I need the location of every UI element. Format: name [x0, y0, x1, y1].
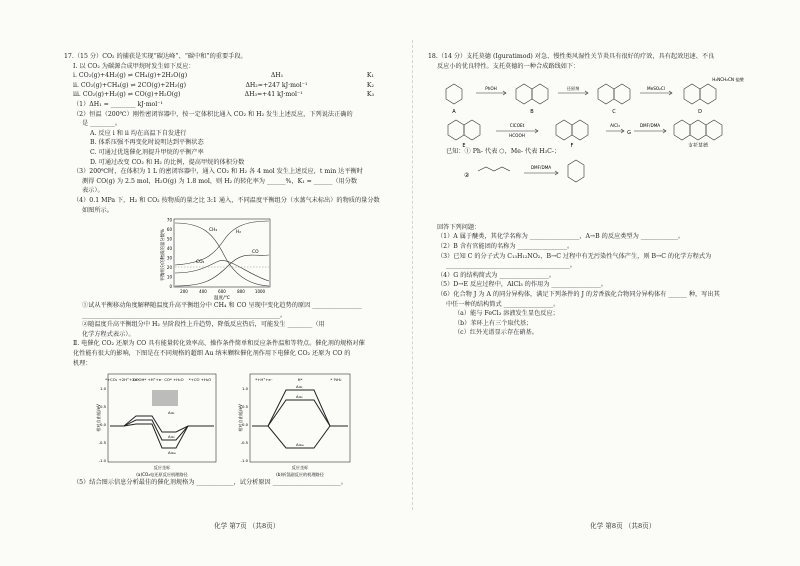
- toluene-icon: ⬡: [499, 148, 505, 156]
- ytick-20: 20: [166, 265, 172, 271]
- q3-cont2: 表示）。: [82, 187, 104, 195]
- struct-a: [446, 84, 462, 104]
- q2-option-c: C. 可通过优选催化剂提升甲烷的平衡产率: [90, 148, 204, 156]
- struct-d-ring1: [684, 84, 700, 104]
- q3-cont: 测得 CO(g) 为 2.5 mol，H₂O(g) 为 1.8 mol，则 H₂ 的转化率为 ______%，K₁ = ______（用分数: [82, 177, 358, 185]
- ytick-60: 60: [166, 227, 172, 233]
- curve-co: [175, 255, 269, 286]
- path-au3: [110, 420, 214, 440]
- q4-sub1: ①试从平衡移动角度解释随温度升高平衡组分中 CH₄ 和 CO 呈现中变化趋势的原因 ________________: [82, 302, 362, 310]
- label-compound-e: E: [462, 143, 466, 148]
- label-b-au3: Au₃: [296, 394, 303, 400]
- struct-product-ring1: [674, 120, 690, 140]
- reagent-dmfdma: DMF/DMA: [639, 123, 661, 129]
- struct-d-ring2: [700, 84, 716, 104]
- q18-6-cond-a: （a）能与 FeCl₃ 溶液发生显色反应；: [454, 310, 559, 318]
- struct-c-ring2: [614, 84, 630, 104]
- q18-title: 18.（14 分）支托莫德 (Iguratimod) 对急、慢性类风湿性关节炎具有很好的疗效，具有起效迅速、不良: [428, 53, 715, 60]
- reagent-hcooh: HCOOH: [509, 133, 525, 139]
- struct-b-ring1: [516, 84, 532, 104]
- panel-b-yticks: [241, 386, 249, 463]
- label-au3: Au₃: [168, 434, 175, 440]
- q1: （1）ΔH₁ = ________ kJ·mol⁻¹: [73, 100, 164, 108]
- ytick-10: 10: [166, 274, 172, 280]
- ytick-40: 40: [166, 246, 172, 252]
- panel-a-frame: [108, 374, 216, 462]
- struct-f-ring1: [556, 120, 572, 140]
- reagent-mesocl: MeSO₂Cl: [647, 86, 665, 92]
- xtick-600: 600: [218, 289, 226, 295]
- reagent-aminoacetonitrile: H₂NCH₂CN 盐酸: [712, 77, 744, 83]
- ytick-30: 30: [166, 255, 172, 261]
- struct-c-ring1: [598, 84, 614, 104]
- label-compound-g: G: [627, 130, 631, 137]
- label-h2: H₂: [236, 230, 242, 236]
- q2-option-d: D. 可通过改变 CO₂ 和 H₂ 的比例，提高甲烷的体积分数: [90, 158, 245, 166]
- svg-text:H*: H*: [297, 377, 303, 383]
- q18-2: （2）B 含有官能团的名称为 ________________。: [437, 242, 574, 250]
- panel-a-yticks: [99, 386, 107, 463]
- q4-cont: 如图所示。: [82, 206, 113, 214]
- q18-6-cont: 中任一种的结构简式 ________________。: [446, 300, 560, 308]
- reaction-1: i. CO₂(g)+4H₂(g) ⇌ CH₄(g)+2H₂O(g) ΔH₁ K₁: [73, 72, 374, 80]
- part2-cont2: 机理：: [73, 359, 92, 367]
- known-2-marker: ②: [464, 171, 470, 179]
- q2-cont: 是 ________。: [82, 120, 122, 128]
- q4-sub2: ②随温度升高平衡组分中 H₂ 呈阶段性上升趋势，降低反应热后，可能发生 ________（用: [82, 321, 325, 329]
- known-1: 已知：① Ph- 代表 ⬡，Me- 代表 H₃C-；: [446, 148, 561, 156]
- reagent-reductant: 还原剂: [566, 86, 580, 92]
- q5: （5）结合图示信息分析最佳的催化剂规格为 ____________，试分析原因 ______________________。: [73, 479, 347, 487]
- label-au30: Au₃₀: [168, 450, 177, 456]
- struct-f-ring2: [572, 120, 588, 140]
- synthesis-route-1: [428, 71, 760, 147]
- chart-yticks: [167, 218, 173, 290]
- q18-6-cond-c: （c）红外光谱显示存在硝基。: [454, 329, 538, 337]
- panel-b-caption: (b)析氢副反应的机理路径: [276, 472, 324, 478]
- q18-3-cont: ________________________________________。: [446, 262, 576, 270]
- catalyst-image: [152, 390, 178, 406]
- label-compound-b: B: [530, 109, 534, 116]
- xtick-800: 800: [237, 289, 245, 295]
- panel-a-header-3: CO* +H₂O: [164, 377, 184, 383]
- ytick-50: 50: [166, 236, 172, 242]
- part2-cont: 化性能有很大的影响，下图是在不同规格的超细 Au 纳米颗粒催化剂作用下电催化 CO₂ 还原为 CO 的: [73, 350, 351, 358]
- panel-b-ylabel: 相对自由能/eV: [238, 404, 243, 433]
- svg-text:1.0: 1.0: [241, 386, 248, 392]
- known-2-reagent: DMF/DMA: [530, 164, 552, 170]
- q2-option-a: A. 反应 i 和 ii 均在高温下自发进行: [90, 129, 187, 137]
- synthesis-scheme: [428, 71, 760, 147]
- label-b-au30: Au₃₀: [296, 442, 305, 448]
- left-page: [64, 52, 400, 488]
- q18-6-cond-b: （b）苯环上有三个取代基；: [454, 319, 533, 327]
- q4-sub1-cont: ________________________________________________________________。: [82, 311, 287, 319]
- xtick-1000: 1000: [254, 289, 266, 295]
- known-reaction-2: [428, 157, 760, 223]
- svg-text:* ½H₂: * ½H₂: [330, 377, 342, 383]
- xtick-200: 200: [180, 289, 188, 295]
- panel-a-header-4: *+CO +H₂O: [188, 377, 212, 383]
- q18-4: （4）G 的结构简式为 ________________。: [437, 271, 556, 279]
- svg-text:0.5: 0.5: [241, 404, 248, 410]
- label-co: CO: [252, 250, 259, 256]
- chart-ylabel: 平衡组分的物质的量分数%: [161, 228, 166, 282]
- struct-b-ring2: [532, 84, 548, 104]
- equilibrium-chart: [64, 215, 400, 301]
- chart-xticks: [180, 289, 265, 294]
- label-co2: CO₂: [196, 260, 205, 266]
- label-compound-c: C: [612, 109, 616, 116]
- ytick-70: 70: [166, 217, 172, 223]
- equilibrium-figure: [64, 215, 400, 301]
- q3: （3）200℃时，在体积为 1 L 的密闭容器中，通入 CO₂ 和 H₂ 各 4 mol 发生上述反应，t min 达平衡时: [73, 168, 363, 176]
- svg-text:-0.5: -0.5: [240, 440, 248, 446]
- reaction-3: iii. CO₂(g)+H₂(g) ⇌ CO(g)+H₂O(g) ΔH₃=+41 kJ·mol⁻¹ K₃: [73, 91, 374, 99]
- svg-text:0.0: 0.0: [241, 422, 248, 428]
- svg-text:1.0: 1.0: [99, 386, 106, 392]
- ytick-0: 0: [169, 284, 172, 290]
- q18-5: （5）D→E 反应过程中，AlCl₃ 的作用为 ________________。: [437, 281, 608, 289]
- reagent-alcl3: AlCl₃: [610, 123, 620, 129]
- svg-text:-0.5: -0.5: [98, 440, 106, 446]
- answer-title: 回答下列问题：: [437, 223, 481, 231]
- reagent-clcoet: ClCOEt: [509, 123, 525, 129]
- label-compound-a: A: [452, 109, 456, 116]
- known-2-reactant: [478, 167, 510, 171]
- label-b-au2: Au₂: [296, 384, 303, 390]
- panel-a-caption: (a)CO₂电还原反应机理路径: [136, 472, 188, 478]
- path-au2: [110, 416, 214, 432]
- label-compound-d: D: [698, 109, 702, 116]
- path-au30: [110, 424, 214, 448]
- part2: Ⅱ. 电催化 CO₂ 还原为 CO 具有能量转化效率高、操作条件简单和反应条件温和等特点。催化剂的规格对催: [73, 340, 365, 348]
- panel-a-header-1: *+CO₂ +2H⁺+2e⁻: [105, 377, 139, 383]
- panel-b-xlabel: 反应坐标: [291, 465, 309, 471]
- reagent-phoh: PhOH: [485, 86, 497, 92]
- panel-a-ylabel: 相对自由能/eV: [96, 404, 101, 433]
- chart-xlabel: 温度/℃: [214, 296, 230, 302]
- mechanism-chart: [64, 368, 400, 478]
- struct-e-ring1: [448, 120, 464, 140]
- label-ch4: CH₄: [209, 228, 218, 234]
- q2: （2）恒温（200℃）刚性密闭容器中，按一定体积比通入 CO₂ 和 H₂ 发生上述反应，下列说法正确的: [73, 110, 353, 118]
- q2-option-b: B. 体系压强不再变化时说明达到平衡状态: [90, 139, 204, 147]
- reaction-2: ii. CO₂(g)+CH₄(g) ⇌ 2CO(g)+2H₂(g) ΔH₂=+247 kJ·mol⁻¹ K₂: [73, 81, 374, 89]
- panel-b-header: [255, 377, 342, 382]
- panel-a-header-2: COOH* +H⁺+e⁻: [132, 377, 164, 383]
- path-b-au3: [252, 400, 348, 426]
- page-divider: [412, 40, 413, 510]
- panel-a-xlabel: 反应坐标: [153, 465, 171, 471]
- q18-3: （3）已知 C 的分子式为 C₁₃H₁₂NO₂，B→C 过程中有无污染性气体产生，则 B→C 的化学方程式为: [437, 252, 712, 260]
- label-compound-f: F: [570, 143, 574, 148]
- svg-text:*+H⁺+e⁻: *+H⁺+e⁻: [255, 377, 273, 383]
- svg-text:0.5: 0.5: [99, 404, 106, 410]
- struct-product-ring2: [690, 120, 706, 140]
- svg-text:-1.0: -1.0: [98, 458, 106, 464]
- part1-intro: Ⅰ. 以 CO₂ 为碳源合成甲烷时发生如下反应：: [73, 62, 195, 70]
- label-product: 支托莫德: [687, 143, 709, 148]
- q4: （4）0.1 MPa 下，H₂ 和 CO₂ 按物质的量之比 3:1 通入，不同温度平衡组分（水蒸气未标出）的物质的量分数: [73, 196, 380, 204]
- panel-a-header: [105, 377, 211, 382]
- known-reaction-scheme: [428, 157, 760, 223]
- svg-text:0.0: 0.0: [99, 422, 106, 428]
- q17-title: 17.（15 分）CO₂ 的捕获是实现“碳达峰”、“碳中和”的重要手段。: [64, 53, 247, 60]
- q18-6: （6）化合物 J 为 A 的同分异构体，满足下列条件的 J 的芳香族化合物同分异构体有 ______ 种，写出其: [437, 290, 720, 298]
- struct-e-ring2: [464, 120, 480, 140]
- right-page: [428, 52, 760, 338]
- footer-left: 化学 第7页 （共8页）: [214, 522, 280, 530]
- known-2-product: [568, 160, 584, 182]
- curve-h2: [175, 221, 269, 265]
- xtick-400: 400: [199, 289, 207, 295]
- struct-product-ring3: [706, 120, 722, 140]
- q4-sub2-cont: 化学方程式表示）。: [82, 330, 135, 338]
- svg-text:-1.0: -1.0: [240, 458, 248, 464]
- q18-title-cont: 反应小的优良特性。支托莫德的一种合成路线如下：: [437, 62, 580, 70]
- mechanism-figure: [64, 368, 400, 478]
- footer-right: 化学 第8页 （共8页）: [590, 522, 656, 530]
- q18-1: （1）A 属于醚类，其化学名称为 ________________，A→B 的反应类型为 ____________。: [437, 233, 685, 241]
- label-au2: Au₂: [168, 410, 175, 416]
